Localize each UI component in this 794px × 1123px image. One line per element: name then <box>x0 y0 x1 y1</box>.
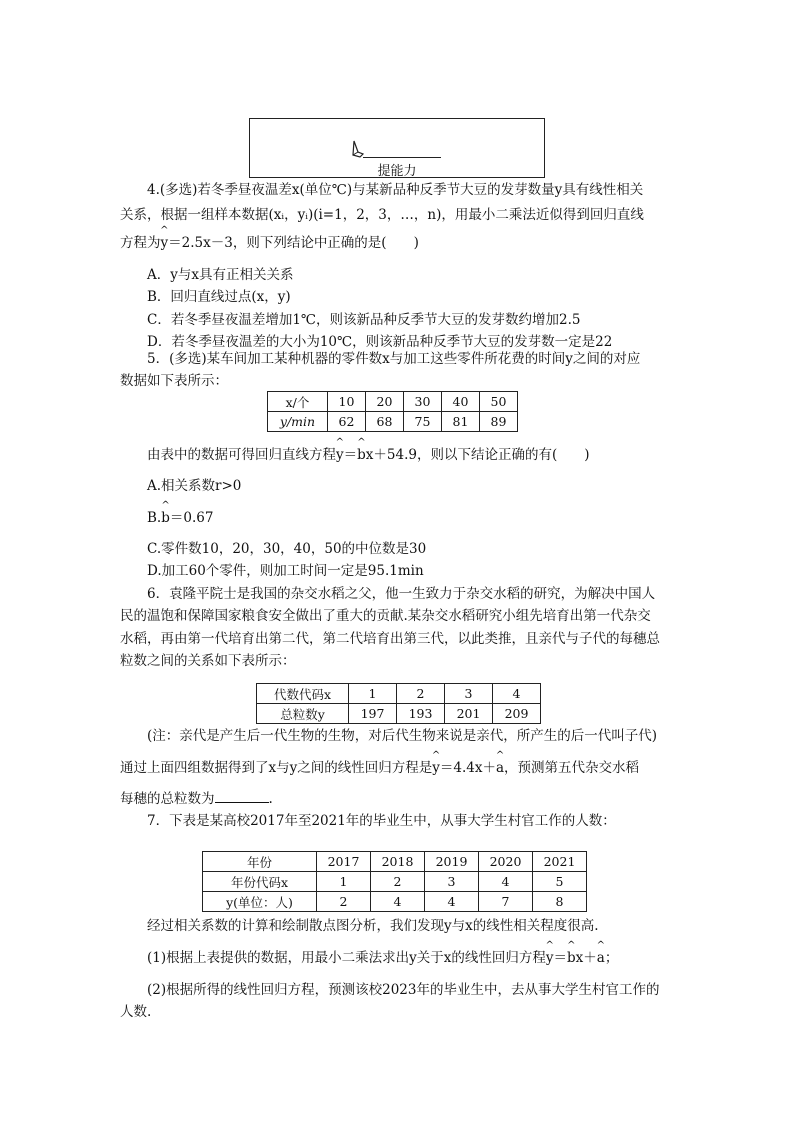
table-row <box>257 704 541 724</box>
pen-icon <box>351 140 365 158</box>
section-banner <box>249 118 545 178</box>
table-cell: 2 <box>397 684 445 704</box>
q7-table <box>202 851 587 912</box>
table-cell: 197 <box>349 704 397 724</box>
table-cell: 89 <box>480 412 518 432</box>
q6-after-post: ，预测第五代杂交水稻 <box>504 760 640 776</box>
q6-last-line <box>120 790 273 808</box>
q7-sub1-mid: x＋ <box>575 950 597 966</box>
q5-option-b <box>147 509 213 527</box>
table-cell: y(单位：人) <box>203 892 317 912</box>
table-cell: 年份 <box>203 852 317 872</box>
table-cell: 40 <box>442 392 480 412</box>
q4-option-a: A．y与x具有正相关关系 <box>147 267 294 283</box>
table-cell: 8 <box>533 892 587 912</box>
q6-note: (注：亲代是产生后一代生物的生物，对后代生物来说是亲代，所产生的后一代叫子代) <box>147 728 658 744</box>
answer-blank <box>215 790 269 803</box>
q5-after-table <box>147 446 590 464</box>
a-hat: ^ a <box>496 759 504 777</box>
table-cell: 代数代码x <box>257 684 349 704</box>
q4-line3-post: ＝2.5x－3，则下列结论中正确的是( ) <box>168 235 419 251</box>
y-hat: ^ y <box>546 949 554 967</box>
q7-line1: 7．下表是某高校2017年至2021年的毕业生中，从事大学生村官工作的人数： <box>147 813 616 829</box>
table-cell: y/min <box>268 412 328 432</box>
q5-line2: 数据如下表所示： <box>120 373 228 389</box>
q6-line1: 6．袁隆平院士是我国的杂交水稻之父，他一生致力于杂交水稻的研究，为解决中国人 <box>147 586 656 602</box>
q6-after-pre: 通过上面四组数据得到了x与y之间的线性回归方程是 <box>120 760 433 776</box>
table-row <box>203 872 587 892</box>
table-cell: 4 <box>371 892 425 912</box>
q4-line3 <box>120 234 419 252</box>
q4-option-c: C．若冬季昼夜温差增加1℃，则该新品种反季节大豆的发芽数约增加2.5 <box>147 312 581 328</box>
q4-line2: 关系，根据一组样本数据(xᵢ，yᵢ)(i=1，2，3，…，n)，用最小二乘法近似得到回归直线 <box>120 207 644 223</box>
q7-after-table: 经过相关系数的计算和绘制散点图分析，我们发现y与x的线性相关程度很高. <box>147 918 599 934</box>
table-cell: 209 <box>493 704 541 724</box>
table-cell: 30 <box>404 392 442 412</box>
table-row <box>268 412 518 432</box>
y-hat: ^ y <box>336 446 344 464</box>
q7-sub2-line1: (2)根据所得的线性回归方程，预测该校2023年的毕业生中，去从事大学生村官工作的 <box>147 982 660 998</box>
table-cell: 2 <box>371 872 425 892</box>
table-cell: 81 <box>442 412 480 432</box>
table-cell: 193 <box>397 704 445 724</box>
table-row <box>203 892 587 912</box>
table-cell: 1 <box>317 872 371 892</box>
q5-line1: 5．(多选)某车间加工某种机器的零件数x与加工这些零件所花费的时间y之间的对应 <box>147 351 641 367</box>
q5-after-eq: ＝ <box>343 447 358 463</box>
table-cell: 2017 <box>317 852 371 872</box>
table-cell: 68 <box>366 412 404 432</box>
table-cell: 3 <box>445 684 493 704</box>
a-hat: ^ a <box>597 949 605 967</box>
b-hat: ^ b <box>357 446 366 464</box>
q5-optb-pre: B. <box>147 510 162 526</box>
banner-title: 提能力 <box>377 164 417 179</box>
q5-option-d: D.加工60个零件，则加工时间一定是95.1min <box>147 563 424 579</box>
table-cell: 4 <box>479 872 533 892</box>
table-cell: 201 <box>445 704 493 724</box>
table-cell: 50 <box>480 392 518 412</box>
q5-option-c: C.零件数10，20，30，40，50的中位数是30 <box>147 541 427 557</box>
q6-last: 每穗的总粒数为 <box>120 791 215 807</box>
q7-sub1-pre: (1)根据上表提供的数据，用最小二乘法求出y关于x的线性回归方程 <box>147 950 546 966</box>
table-cell: 2 <box>317 892 371 912</box>
table-row <box>257 684 541 704</box>
q7-sub1-eq: ＝ <box>553 950 568 966</box>
table-cell: 7 <box>479 892 533 912</box>
table-row <box>268 392 518 412</box>
table-cell: 年份代码x <box>203 872 317 892</box>
q5-after-pre: 由表中的数据可得回归直线方程 <box>147 447 336 463</box>
q6-line2: 民的温饱和保障国家粮食安全做出了重大的贡献.某杂交水稻研究小组先培育出第一代杂交 <box>120 608 651 624</box>
table-cell: 2021 <box>533 852 587 872</box>
q4-line1: 4.(多选)若冬季昼夜温差x(单位℃)与某新品种反季节大豆的发芽数量y具有线性相关 <box>147 182 644 198</box>
table-row <box>203 852 587 872</box>
q6-table <box>256 683 541 724</box>
y-hat: ^ y <box>432 759 440 777</box>
table-cell: 5 <box>533 872 587 892</box>
table-cell: 4 <box>493 684 541 704</box>
table-cell: 1 <box>349 684 397 704</box>
q6-line4: 粒数之间的关系如下表所示： <box>120 653 296 669</box>
b-hat: ^ b <box>567 949 576 967</box>
table-cell: 20 <box>366 392 404 412</box>
q6-line3: 水稻，再由第一代培育出第二代，第二代培育出第三代，以此类推，且亲代与子代的每穗总 <box>120 631 660 647</box>
table-cell: 62 <box>328 412 366 432</box>
table-cell: 总粒数y <box>257 704 349 724</box>
q6-after-mid: ＝4.4x＋ <box>439 760 496 776</box>
q7-sub2-line2: 人数. <box>120 1004 152 1020</box>
b-hat: ^ b <box>161 509 170 527</box>
q5-table <box>267 391 518 432</box>
y-hat: ^ y <box>161 234 169 252</box>
banner-rule <box>363 157 441 158</box>
table-cell: 2019 <box>425 852 479 872</box>
q6-period: . <box>268 791 273 807</box>
table-cell: 75 <box>404 412 442 432</box>
q4-line3-pre: 方程为 <box>120 235 161 251</box>
table-cell: 4 <box>425 892 479 912</box>
table-cell: 2020 <box>479 852 533 872</box>
q5-after-post: x＋54.9，则以下结论正确的有( ) <box>365 447 590 463</box>
q5-option-a: A.相关系数r>0 <box>147 478 242 494</box>
table-cell: 2018 <box>371 852 425 872</box>
q4-option-d: D．若冬季昼夜温差的大小为10℃，则该新品种反季节大豆的发芽数一定是22 <box>147 334 613 350</box>
q6-after-table <box>120 759 639 777</box>
q4-option-b: B．回归直线过点(x，y) <box>147 289 291 305</box>
table-cell: x/个 <box>268 392 328 412</box>
table-cell: 10 <box>328 392 366 412</box>
q7-sub1-post: ； <box>604 950 619 966</box>
q5-optb-post: ＝0.67 <box>169 510 214 526</box>
q7-sub1 <box>147 949 618 967</box>
table-cell: 3 <box>425 872 479 892</box>
